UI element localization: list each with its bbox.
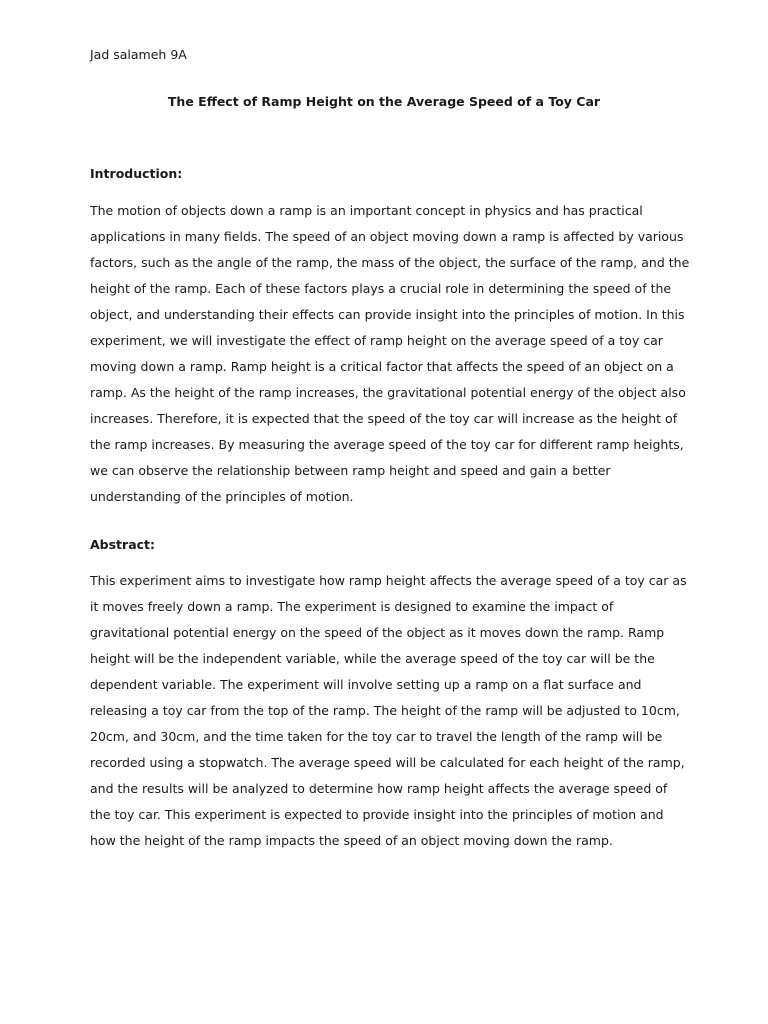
document-title: The Effect of Ramp Height on the Average Speed of a Toy Car [167, 94, 601, 109]
introduction-heading: Introduction: [90, 166, 183, 181]
introduction-paragraph: The motion of objects down a ramp is an important concept in physics and has practical applications in many fields. The speed of an object moving down a ramp is affected by various factors, such as the angle of the ramp, the mass of the object, the surface of the ramp, and the height of the ramp. Each of these factors plays a crucial role in determining the speed of the object, and understanding their effects can provide insight into the principles of motion. In this experiment, we will investigate the effect of ramp height on the average speed of a toy car moving down a ramp. Ramp height is a critical factor that affects the speed of an object on a ramp. As the height of the ramp increases, the gravitational potential energy of the object also increases. Therefore, it is expected that the speed of the toy car will increase as the height of the ramp increases. By measuring the average speed of the toy car for different ramp heights, we can observe the relationship between ramp height and speed and gain a better understanding of the principles of motion. [90, 203, 690, 504]
author-line: Jad salameh 9A [90, 47, 187, 62]
abstract-paragraph: This experiment aims to investigate how ramp height affects the average speed of a toy car as it moves freely down a ramp. The experiment is designed to examine the impact of gravitational potential energy on the speed of the object as it moves down the ramp. Ramp height will be the independent variable, while the average speed of the toy car will be the dependent variable. The experiment will involve setting up a ramp on a flat surface and releasing a toy car from the top of the ramp. The height of the ramp will be adjusted to 10cm, 20cm, and 30cm, and the time taken for the toy car to travel the length of the ramp will be recorded using a stopwatch. The average speed will be calculated for each height of the ramp, and the results will be analyzed to determine how ramp height affects the average speed of the toy car. This experiment is expected to provide insight into the principles of motion and how the height of the ramp impacts the speed of an object moving down the ramp. [90, 573, 687, 848]
abstract-heading: Abstract: [90, 537, 156, 552]
